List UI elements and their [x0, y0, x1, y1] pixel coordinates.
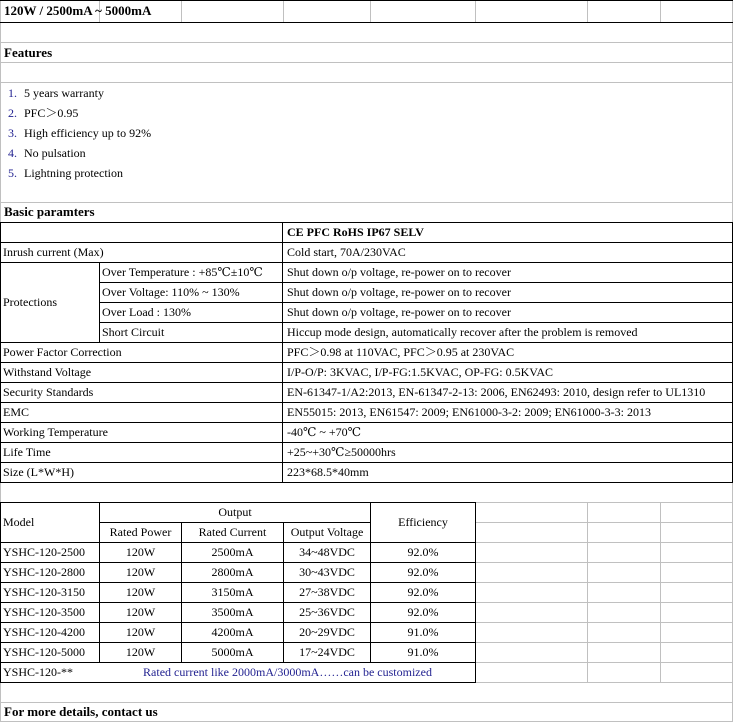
model-cell: YSHC-120-2800 — [3, 565, 86, 579]
feature-number: 2. — [8, 106, 17, 120]
spec-label: EMC — [3, 405, 30, 419]
inrush-value: Cold start, 70A/230VAC — [287, 245, 406, 259]
power-cell: 120W — [125, 545, 156, 559]
protection-label: Over Load : 130% — [102, 305, 191, 319]
spec-label: Power Factor Correction — [3, 345, 122, 359]
protections-label: Protections — [3, 295, 57, 309]
protection-value: Shut down o/p voltage, re-power on to recover — [287, 285, 511, 299]
power-cell: 120W — [125, 645, 156, 659]
power-cell: 120W — [125, 585, 156, 599]
spec-value: EN55015: 2013, EN61547: 2009; EN61000-3-2: 2009; EN61000-3-3: 2013 — [287, 405, 651, 419]
spec-label: Size (L*W*H) — [3, 465, 74, 479]
power-cell: 120W — [125, 605, 156, 619]
spec-value: -40℃ ~ +70℃ — [287, 425, 362, 439]
feature-text: Lightning protection — [24, 166, 123, 180]
current-cell: 4200mA — [211, 625, 254, 639]
col-output-voltage: Output Voltage — [290, 525, 364, 539]
current-cell: 5000mA — [211, 645, 254, 659]
col-efficiency: Efficiency — [398, 515, 448, 529]
spec-value: +25~+30℃≥50000hrs — [287, 445, 396, 459]
efficiency-cell: 92.0% — [407, 585, 439, 599]
power-cell: 120W — [125, 625, 156, 639]
features-heading: Features — [4, 45, 53, 60]
protection-label: Short Circuit — [102, 325, 165, 339]
efficiency-cell: 92.0% — [407, 605, 439, 619]
basic-heading: Basic paramters — [4, 204, 95, 219]
efficiency-cell: 92.0% — [407, 545, 439, 559]
spec-label: Security Standards — [3, 385, 94, 399]
spec-value: EN-61347-1/A2:2013, EN-61347-2-13: 2006, EN62493: 2010, design refer to UL1310 — [287, 385, 706, 399]
voltage-cell: 27~38VDC — [299, 585, 355, 599]
model-cell: YSHC-120-2500 — [3, 545, 86, 559]
col-rated-power: Rated Power — [109, 525, 172, 539]
feature-number: 5. — [8, 166, 17, 180]
voltage-cell: 17~24VDC — [299, 645, 355, 659]
model-cell: YSHC-120-3150 — [3, 585, 86, 599]
voltage-cell: 30~43VDC — [299, 565, 355, 579]
feature-number: 4. — [8, 146, 17, 160]
certifications: CE PFC RoHS IP67 SELV — [287, 225, 424, 239]
efficiency-cell: 91.0% — [407, 645, 439, 659]
current-cell: 3500mA — [211, 605, 254, 619]
col-rated-current: Rated Current — [198, 525, 267, 539]
power-cell: 120W — [125, 565, 156, 579]
model-cell: YSHC-120-5000 — [3, 645, 86, 659]
model-cell: YSHC-120-4200 — [3, 625, 86, 639]
protection-label: Over Voltage: 110% ~ 130% — [102, 285, 240, 299]
inrush-label: Inrush current (Max) — [3, 245, 104, 259]
voltage-cell: 34~48VDC — [299, 545, 355, 559]
model-cell: YSHC-120-3500 — [3, 605, 86, 619]
feature-text: High efficiency up to 92% — [24, 126, 152, 140]
protection-label: Over Temperature : +85℃±10℃ — [102, 265, 263, 279]
spec-label: Life Time — [3, 445, 51, 459]
col-model: Model — [3, 515, 35, 529]
feature-text: No pulsation — [24, 146, 86, 160]
current-cell: 2500mA — [211, 545, 254, 559]
spec-value: PFC＞0.98 at 110VAC, PFC＞0.95 at 230VAC — [287, 345, 515, 359]
col-output: Output — [218, 505, 252, 519]
feature-number: 3. — [8, 126, 17, 140]
page-title: 120W / 2500mA ~ 5000mA — [4, 3, 152, 18]
voltage-cell: 25~36VDC — [299, 605, 355, 619]
voltage-cell: 20~29VDC — [299, 625, 355, 639]
spec-value: I/P-O/P: 3KVAC, I/P-FG:1.5KVAC, OP-FG: 0.5KVAC — [287, 365, 554, 379]
feature-number: 1. — [8, 86, 17, 100]
efficiency-cell: 91.0% — [407, 625, 439, 639]
protection-value: Shut down o/p voltage, re-power on to recover — [287, 265, 511, 279]
spec-value: 223*68.5*40mm — [287, 465, 369, 479]
protection-value: Hiccup mode design, automatically recover after the problem is removed — [287, 325, 638, 339]
custom-note: Rated current like 2000mA/3000mA……can be customized — [143, 665, 432, 679]
efficiency-cell: 92.0% — [407, 565, 439, 579]
current-cell: 2800mA — [211, 565, 254, 579]
spec-label: Working Temperature — [3, 425, 108, 439]
protection-value: Shut down o/p voltage, re-power on to recover — [287, 305, 511, 319]
spec-label: Withstand Voltage — [3, 365, 92, 379]
current-cell: 3150mA — [211, 585, 254, 599]
feature-text: 5 years warranty — [24, 86, 104, 100]
contact-footer: For more details, contact us — [4, 704, 158, 719]
model-cell: YSHC-120-** — [3, 665, 74, 679]
feature-text: PFC＞0.95 — [24, 106, 79, 120]
